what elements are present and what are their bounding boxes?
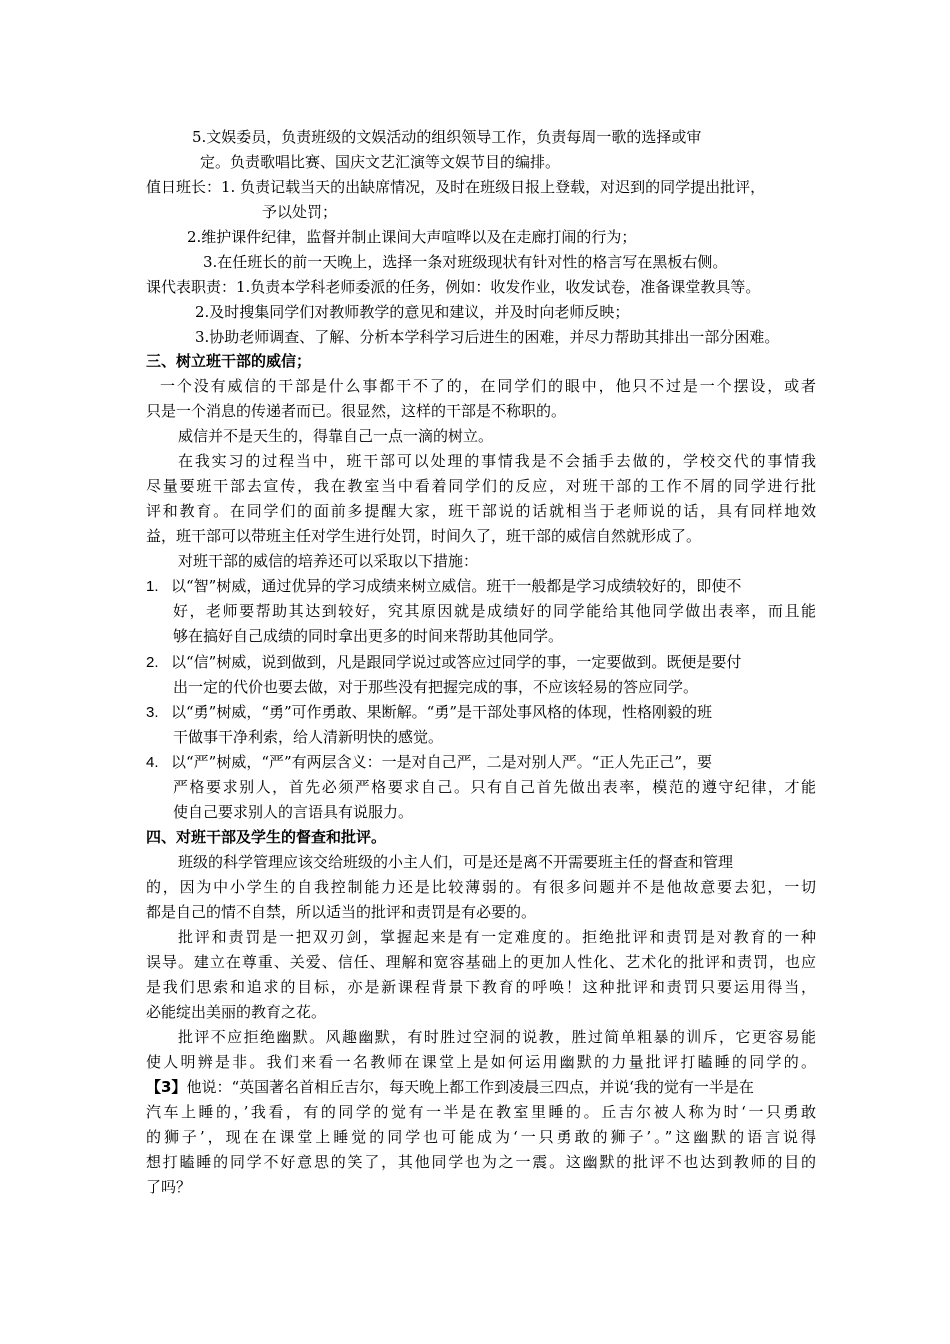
s3-paragraph-1-line-1: 一个没有威信的干部是什么事都干不了的，在同学们的眼中，他只不过是一个摆设，或者 [160, 377, 816, 395]
list-number: 3. [146, 704, 159, 721]
s4-paragraph-1-line-1: 班级的科学管理应该交给班级的小主人们，可是还是离不开需要班主任的督查和管理 [178, 853, 734, 871]
arts-duty-line-1: 5.文娱委员，负责班级的文娱活动的组织领导工作，负责每周一歌的选择或审 [192, 128, 702, 146]
s3-paragraph-3-line-1: 在我实习的过程当中，班干部可以处理的事情我是不会插手去做的，学校交代的事情我 [178, 452, 816, 470]
monitor-duty-line-2: 予以处罚； [262, 203, 338, 221]
arts-duty-line-2: 定。负责歌唱比赛、国庆文艺汇演等文娱节目的编排。 [200, 153, 561, 171]
list-text: 以“勇”树威，“勇”可作勇敢、果断解。“勇”是干部处事风格的体现，性格刚毅的班 [171, 703, 713, 721]
rep-duty-line-2: 2.及时搜集同学们对教师教学的意见和建议，并及时向老师反映； [195, 303, 630, 321]
s4-paragraph-4-line-4: 想打瞌睡的同学不好意思的笑了，其他同学也为之一震。这幽默的批评不也达到教师的目的 [146, 1153, 816, 1171]
s4-paragraph-1-line-2: 的，因为中小学生的自我控制能力还是比较薄弱的。有很多问题并不是他故意要去犯，一切 [146, 878, 816, 896]
measure-item-1-line-3: 够在搞好自己成绩的同时拿出更多的时间来帮助其他同学。 [173, 627, 564, 645]
reference-marker: 【3】 [146, 1078, 187, 1096]
list-number: 2. [146, 654, 159, 671]
measure-item-4-line-3: 使自己要求别人的言语具有说服力。 [173, 803, 414, 821]
list-text: 以“信”树威，说到做到，凡是跟同学说过或答应过同学的事，一定要做到。既便是要付 [171, 653, 742, 671]
s3-paragraph-4: 对班干部的威信的培养还可以采取以下措施： [178, 552, 479, 570]
s3-paragraph-2: 威信并不是天生的，得靠自己一点一滴的树立。 [178, 427, 494, 445]
monitor-duty-line-3: 2.维护课件纪律，监督并制止课间大声喧哗以及在走廊打闹的行为； [187, 228, 637, 246]
s4-paragraph-3-line-2: 使人明辨是非。我们来看一名教师在课堂上是如何运用幽默的力量批评打瞌睡的同学的。 [146, 1053, 816, 1071]
measure-item-3-line-2: 干做事干净利索，给人清新明快的感觉。 [173, 728, 444, 746]
s4-paragraph-2-line-1: 批评和责罚是一把双刃剑，掌握起来是有一定难度的。拒绝批评和责罚是对教育的一种 [178, 928, 816, 946]
rep-duty-line-3: 3.协助老师调查、了解、分析本学科学习后进生的困难，并尽力帮助其排出一部分困难。 [195, 328, 780, 346]
measure-item-4 [146, 750, 816, 774]
measure-item-1 [146, 574, 816, 598]
s4-paragraph-2-line-4: 必能绽出美丽的教育之花。 [146, 1003, 327, 1021]
s4-paragraph-4-line-5: 了吗？ [146, 1178, 192, 1196]
s4-paragraph-2-line-3: 是我们思索和追求的目标，亦是新课程背景下教育的呼唤！这种批评和责罚只要运用得当， [146, 978, 816, 996]
list-text: 以“严”树威，“严”有两层含义：一是对自己严，二是对别人严。“正人先正己”，要 [171, 753, 713, 771]
s3-paragraph-1-line-2: 只是一个消息的传递者而已。很显然，这样的干部是不称职的。 [146, 402, 567, 420]
measure-item-3 [146, 700, 816, 724]
s4-paragraph-4-line-3: 的狮子’，现在在课堂上睡觉的同学也可能成为‘一只勇敢的狮子’。”这幽默的语言说得 [146, 1128, 816, 1146]
quote-text: 他说：“英国著名首相丘吉尔，每天晚上都工作到凌晨三四点，并说‘我的觉有一半是在 [186, 1078, 754, 1096]
monitor-duty-line-1: 值日班长：1. 负责记载当天的出缺席情况，及时在班级日报上登载，对迟到的同学提出批评， [146, 178, 766, 196]
s4-paragraph-4-line-2: 汽车上睡的，’我看，有的同学的觉有一半是在教室里睡的。丘吉尔被人称为时‘一只勇敢 [146, 1103, 816, 1121]
s3-paragraph-3-line-4: 益，班干部可以带班主任对学生进行处罚，时间久了，班干部的威信自然就形成了。 [146, 527, 702, 545]
measure-item-2 [146, 650, 816, 674]
rep-duty-line-1: 课代表职责：1.负责本学科老师委派的任务，例如：收发作业，收发试卷，准备课堂教具等。 [146, 278, 761, 296]
measure-item-1-line-2: 好，老师要帮助其达到较好，究其原因就是成绩好的同学能给其他同学做出表率，而且能 [173, 602, 816, 620]
section-4-heading: 四、对班干部及学生的督查和批评。 [146, 828, 387, 846]
measure-item-4-line-2: 严格要求别人，首先必须严格要求自己。只有自己首先做出表率，模范的遵守纪律，才能 [173, 778, 816, 796]
s4-paragraph-3-line-1: 批评不应拒绝幽默。风趣幽默，有时胜过空洞的说教，胜过简单粗暴的训斥，它更容易能 [178, 1028, 816, 1046]
s4-paragraph-2-line-2: 误导。建立在尊重、关爱、信任、理解和宽容基础上的更加人性化、艺术化的批评和责罚，也应 [146, 953, 816, 971]
section-3-heading: 三、树立班干部的威信； [146, 352, 312, 370]
s3-paragraph-3-line-3: 评和教育。在同学们的面前多提醒大家，班干部说的话就相当于老师说的话，具有同样地效 [146, 502, 816, 520]
list-number: 1. [146, 578, 159, 595]
monitor-duty-line-4: 3.在任班长的前一天晚上，选择一条对班级现状有针对性的格言写在黑板右侧。 [203, 253, 728, 271]
list-text: 以“智”树威，通过优异的学习成绩来树立威信。班干一般都是学习成绩较好的，即使不 [171, 577, 742, 595]
s3-paragraph-3-line-2: 尽量要班干部去宣传，我在教室当中看着同学们的反应，对班干部的工作不屑的同学进行批 [146, 477, 816, 495]
list-number: 4. [146, 754, 159, 771]
measure-item-2-line-2: 出一定的代价也要去做，对于那些没有把握完成的事，不应该轻易的答应同学。 [173, 678, 699, 696]
s4-paragraph-4-line-1 [146, 1075, 816, 1099]
s4-paragraph-1-line-3: 都是自己的情不自禁，所以适当的批评和责罚是有必要的。 [146, 903, 537, 921]
